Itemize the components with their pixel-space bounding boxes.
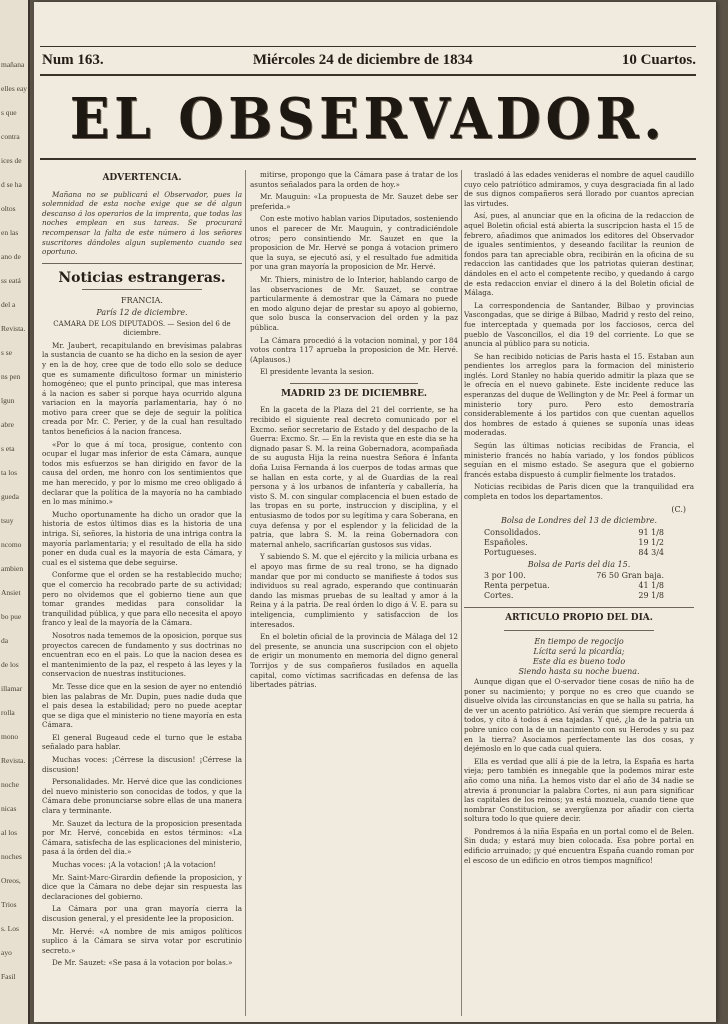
edge-fragment: s que: [1, 108, 17, 117]
edge-fragment: d se ha: [1, 180, 22, 189]
edge-fragment: nicas: [1, 804, 17, 813]
paragraph: Mr. Jaubert, recapitulando en brevísimas palabras la sustancia de cuanto se ha dicho en la sesion de ayer y en la de hoy, cree que de todo ello solo se deduce que es sumamente dificultoso formar un ministerio homogéneo; que el punto principal, que mas interesa á la nacion es saber si porque haya ocurrido alguna variacion en la mayoría parlamentaria, hay ó no motivo para creer que se deje de seguir la política creada por Mr. C. Perier, y de la cual han resultado tantos beneficios á la nacion francesa.: [42, 340, 242, 437]
paragraph: Mr. Thiers, ministro de lo Interior, hablando cargo de las observaciones de Mr. Sauzet, se contrae particularmente á demostrar que la Cámara no puede en modo alguno dejar de prestar su apoyo al gobierno, que solo busca la conservacion del orden y la paz pública.: [250, 274, 458, 332]
paragraph: trasladó á las edades venideras el nombre de aquel caudillo cuyo celo patriótico admiramos, y cuya desgraciada fin al lado de sus dignos compañeros será llorado por cuantos aprecian las virtudes.: [464, 170, 694, 208]
edge-fragment: s se: [1, 348, 13, 357]
edge-fragment: rolla: [1, 708, 15, 717]
row-label: Portugueses.: [484, 547, 537, 557]
paragraph: Pondremos á la niña España en un portal como el de Belen. Sin duda; y estará muy bien colocada. Esa pobre portal en edificio arruinado; ¡y qué encuentra España cuando roman por el escoso de un edificio en otros tiempos magnífico!: [464, 826, 694, 865]
paragraph: Aunque digan que el O-servador tiene cosas de niño ha de poner su nacimiento; y porque no es creo que cuando se disuelve olvida las circunstancias en que se halla su patria, ha de ver un acento patriótico. Así verán que siempre recuerda á todos, y cito á todos á esa tajadas. Y qué, ¿la de la patria un pobre unico con la de un nacimiento con su Herodes y su paz en la tierra? Asociamos perfectamente las dos cosas, y dejémoslo en lo que cada cual quiera.: [464, 676, 694, 754]
edge-fragment: Trios: [1, 900, 17, 909]
row-label: Españoles.: [484, 537, 528, 547]
edge-fragment: Oreos,: [1, 876, 21, 885]
edge-fragment: mañana: [1, 60, 25, 69]
paragraph: Nosotros nada tememos de la oposicion, porque sus proyectos carecen de fundamento y sus doctrinas no encuentran eco en el pais. Lo que la nacion desea es el mantenimiento de la paz, el respeto á las leyes y la conservacion de nuestras instituciones.: [42, 630, 242, 679]
edge-fragment: en las: [1, 228, 19, 237]
edge-fragment: da: [1, 636, 9, 645]
edge-fragment: de los: [1, 660, 19, 669]
paragraph: Muchas voces: ¡A la votacion! ¡A la votacion!: [52, 860, 217, 869]
column-1: [42, 170, 242, 1020]
bolsa-london-table: [464, 528, 694, 558]
paragraph: mitirse, propongo que la Cámara pase á tratar de los asuntos señalados para la orden de hoy.»: [250, 170, 458, 189]
column-divider: [461, 170, 462, 1016]
row-label: Renta perpetua.: [484, 581, 550, 591]
paragraph: Y sabiendo S. M. que el ejército y la milicia urbana es el apoyo mas firme de su real trono, se ha dignado mandar que por mi conducto se manifieste á todos sus individuos su real agrado, esperando que continuarán dando las mismas pruebas de su lealtad y amor á la Reina y á la patria. De real órden lo digo á V. E. para su inteligencia, cumplimiento y satisfaccion de los interesados.: [250, 552, 458, 629]
paragraph: La correspondencia de Santander, Bilbao y provincias Vascongadas, que se dirige á Bilbao, Madrid y resto del reino, fue interceptada y quemada por los facciosos, cerca del pueblo de Vasconcillos, el dia 19 del corriente. Lo que se anuncia al público para su noticia.: [464, 300, 694, 349]
edge-fragment: Fasil: [1, 972, 16, 981]
section-heading: Noticias estrangeras.: [58, 269, 226, 286]
paragraph: Mr. Hervé: «A nombre de mis amigos políticos suplico á la Cámara se sirva votar por escrutinio secreto.»: [42, 926, 242, 955]
top-rule: [40, 46, 696, 47]
poem: [464, 637, 694, 677]
paragraph: Mr. Tesse dice que en la sesion de ayer no entendió bien las palabras de Mr. Dupin, pues nadie duda que el pais desea la estabilidad; pero no puede aceptar que se diga que el ministerio no tiene mayoría en esta Cámara.: [42, 681, 242, 730]
row-value: 91 1/8: [638, 527, 664, 537]
dateline: París 12 de diciembre.: [96, 307, 188, 317]
column-divider: [245, 170, 246, 1016]
paragraph: La Cámara procedió á la votacion nominal, y por 184 votos contra 117 aprueba la proposicion de Mr. Hervé. (Aplausos.): [250, 335, 458, 364]
edge-fragment: ano de: [1, 252, 21, 261]
signature: (C.): [671, 504, 686, 514]
paragraph: Mucho oportunamente ha dicho un orador que la historia de estos últimos dias es la historia de una intriga. Sí, señores, la historia de una intriga contra la mayoría parlamentaria; y el resultado de ella ha sido poner en duda cual es la mayoría de esta Cámara, y cual es el sistema que debe seguirse.: [42, 509, 242, 567]
paragraph: Mr. Sauzet da lectura de la proposicion presentada por Mr. Hervé, concebida en estos términos: «La Cámara, satisfecha de las esplicaciones del ministerio, pasa á la órden del dia.»: [42, 818, 242, 857]
title-rule: [40, 158, 696, 160]
madrid-body: [250, 405, 458, 689]
edge-fragment: ss eatá: [1, 276, 21, 285]
edge-fragment: bo pue: [1, 612, 22, 621]
paragraph: Se han recibido noticias de Paris hasta el 15. Estaban aun pendientes los arreglos para la formacion del ministerio inglés. Lord Stanley no había querido admitir la plaza que se le ofrecía en el nuevo gabinete. Este incidente reduce las esperanzas del duque de Wellington y de Mr. Peel á formar un ministerio tory puro. Pero esto demostraría considerablemente á los partidos con que cuentan aquellos dos hombres de estado á quienes se suponía unas ideas moderadas.: [464, 351, 694, 438]
poem-line: Siendo hasta su noche buena.: [518, 666, 640, 676]
paragraph: Mr. Saint-Marc-Girardin defiende la proposicion, y dice que la Cámara no debe dejar sin respuesta las declaraciones del gobierno.: [42, 872, 242, 901]
edge-fragment: abre: [1, 420, 14, 429]
advert-heading: ADVERTENCIA.: [102, 173, 182, 183]
paragraph: Mr. Mauguin: «La propuesta de Mr. Sauzet debe ser preferida.»: [250, 192, 458, 211]
edge-fragment: elles eay: [1, 84, 28, 93]
article-text: [464, 677, 694, 865]
table-row: [464, 571, 694, 581]
row-value: 19 1/2: [638, 537, 664, 547]
masthead-rule: [40, 74, 696, 76]
article-body: [250, 170, 458, 377]
paragraph: Conforme que el orden se ha restablecido mucho; que el comercio ha recobrado parte de su actividad; pero no olvidemos que el gobierno tiene aun que tomar grandes medidas para consolidar la tranquilidad pública, y que para ello necesita el apoyo franco y leal de la mayoría de la Cámara.: [42, 570, 242, 628]
newspaper-title: EL OBSERVADOR.: [69, 86, 667, 152]
edge-fragment: ns pen: [1, 372, 21, 381]
edge-fragment: Ansiet: [1, 588, 21, 597]
edge-fragment: noche: [1, 780, 19, 789]
edge-fragment: mono: [1, 732, 19, 741]
edge-fragment: ta los: [1, 468, 18, 477]
newspaper-page: [34, 2, 716, 1022]
separator: [464, 607, 694, 608]
row-label: Consolidados.: [484, 527, 541, 537]
row-value: 84 3/4: [638, 547, 664, 557]
row-value: 41 1/8: [638, 581, 664, 591]
column-2: [250, 170, 458, 1020]
paragraph: El general Bugeaud cede el turno que le estaba señalado para hablar.: [42, 732, 242, 752]
edge-fragment: gueda: [1, 492, 19, 501]
separator: [504, 630, 654, 631]
paragraph: En el boletin oficial de la provincia de Málaga del 12 del presente, se anuncia una suscripcion con el objeto de erigir un monumento en memoria del digno general Torrijos y de sus compañeros fusilados en aquella capital, como víctimas sacrificadas en defensa de las libertades pátrias.: [250, 632, 458, 690]
bolsa-paris-heading: Bolsa de Paris del dia 15.: [527, 559, 631, 569]
edge-fragment: s eta: [1, 444, 15, 453]
row-label: 3 por 100.: [484, 571, 526, 581]
edge-fragment: ayo: [1, 948, 12, 957]
table-row: [464, 528, 694, 538]
poem-line: En tiempo de regocijo: [534, 636, 624, 646]
paragraph: Muchas voces: ¡Cérrese la discusion! ¡Cérrese la discusion!: [42, 755, 242, 774]
advert-text: Mañana no se publicará el Observador, pues la solemnidad de esta noche exige que se dé algun descanso á los operarios de la imprenta, que todas las noches emplean en sus tareas. Se procurará recompensar la falta de este número á los señores suscritores dándoles algun suplemento cuando sea oportuno.: [42, 189, 242, 257]
separator: [42, 263, 242, 264]
table-row: [464, 591, 694, 601]
edge-fragment: lgun: [1, 396, 15, 405]
article-body: [464, 170, 694, 502]
paragraph: El presidente levanta la sesion.: [260, 367, 375, 377]
adjacent-page-edge: [0, 0, 30, 1024]
edge-fragment: Revista.: [1, 756, 26, 765]
issue-price: 10 Cuartos.: [621, 52, 696, 68]
masthead-info: [42, 52, 696, 69]
paragraph: De Mr. Sauzet: «Se pasa á la votacion por bolas.»: [52, 958, 233, 968]
edge-fragment: ambien: [1, 564, 24, 573]
bolsa-paris-table: [464, 571, 694, 601]
article-body: [42, 341, 242, 968]
bolsa-london-heading: Bolsa de Londres del 13 de diciembre.: [500, 516, 658, 526]
edge-fragment: ices de: [1, 156, 22, 165]
poem-line: Este dia es bueno todo: [532, 656, 626, 666]
row-value: 76 50 Gran baja.: [596, 571, 664, 581]
paragraph: Así, pues, al anunciar que en la oficina de la redaccion de aquel Boletin oficial está abierta la suscripcion hasta el 15 de febrero, añadimos que animados los editores del Observador de iguales sentimientos, y deseando facilitar la reunion de fondos para tan apreciable obra, recibirán en la oficina de su redaccion las cantidades que los patriotas quieran destinar, dándoles en el acto el competente recibo, y quedando á cargo de esta redaccion enviar el dinero á la del Boletin oficial de Málaga.: [464, 211, 694, 298]
edge-fragment: al los: [1, 828, 18, 837]
edge-fragment: illamar: [1, 684, 23, 693]
table-row: [464, 548, 694, 558]
poem-line: Lícita será la picardía;: [533, 646, 625, 656]
paragraph: Según las últimas noticias recibidas de Francia, el ministerio francés no había variado, y los fondos públicos seguían en el mismo estado. Se asegura que el gobierno francés estaba dispuesto á cumplir fielmente los tratados.: [464, 441, 694, 479]
edge-fragment: tsuy: [1, 516, 14, 525]
separator: [290, 383, 418, 384]
paragraph: Con este motivo hablan varios Diputados, sosteniendo unos el parecer de Mr. Mauguin, y contradiciéndole otros; pero consintiendo Mr. Sauzet en que la proposicion de Mr. Hervé se ponga á votacion primero que la suya, se ejecutó así, y el resultado fue admitida por una gran mayoría la proposicion de Mr. Hervé.: [250, 214, 458, 272]
edge-fragment: ncomo: [1, 540, 22, 549]
paragraph: En la gaceta de la Plaza del 21 del corriente, se ha recibido el siguiente real decreto comunicado por el Excmo. señor secretario de Estado y del despacho de la Guerra: Excmo. Sr. — En la revista que en este dia se ha dignado pasar S. M. la reina Gobernadora, acompañada de su augusta Hija la reina nuestra Señora é Infanta doña Luisa Fernanda á los cuerpos de todas armas que se hallan en esta corte, y al de Guardias de la real persona y á los urbanos de infantería y caballería, ha visto S. M. con singular complacencia el buen estado de las tropas en su porte, instruccion y disciplina, y el entusiasmo de todos por su legítima y cara Soberana, en cuya defensa y por el esplendor y la felicidad de la patria, que labra S. M. la reina Gobernadora con maternal anhelo, sacrificarían gustosos sus vidas.: [250, 405, 458, 549]
paragraph: Personalidades. Mr. Hervé dice que las condiciones del nuevo ministerio son conocidas de todos, y que la Cámara debe pronunciarse sobre ellas de una manera clara y terminante.: [42, 777, 242, 816]
edge-fragment: noches: [1, 852, 22, 861]
paragraph: «Por lo que á mí toca, prosigue, contento con ocupar el lugar mas inferior de esta Cámara, aunque todos mis esfuerzos se han dirigido en favor de la causa del orden, me honro con los sentimientos que me han merecido, y por lo mismo me creo obligado á declarar que la política de la mayoría no ha cambiado en lo mas mínimo.»: [42, 439, 242, 507]
edge-fragment: Revista.: [1, 324, 26, 333]
table-row: [464, 538, 694, 548]
session-heading: CAMARA DE LOS DIPUTADOS. — Sesion del 6 de diciembre.: [53, 319, 231, 338]
paragraph: Noticias recibidas de Paris dicen que la tranquilidad era completa en todos los departamentos.: [464, 482, 694, 501]
issue-date: Miércoles 24 de diciembre de 1834: [252, 52, 473, 68]
table-row: [464, 581, 694, 591]
paragraph: La Cámara por una gran mayoría cierra la discusion general, y el presidente lee la proposicion.: [42, 904, 242, 923]
row-label: Cortes.: [484, 591, 514, 601]
edge-fragment: oltos: [1, 204, 16, 213]
paragraph: Ella es verdad que allí á pie de la letra, la España es harta vieja; pero también es innegable que la podemos mirar este año como una niña. La hemos visto dar el año de 34 nadie se atrevia á pronunciar la palabra Cortes, ni aun para significar las capitales de los reinos; ya está mozuela, cuando tiene que nombrar Constitucion, se avergüenza por añadir con cierta soltura todo lo que quiere decir.: [464, 756, 694, 824]
edge-fragment: del a: [1, 300, 16, 309]
column-3: [464, 170, 694, 1020]
issue-number: Num 163.: [42, 52, 104, 68]
row-value: 29 1/8: [638, 591, 664, 601]
edge-fragment: s. Los: [1, 924, 19, 933]
separator: [82, 289, 202, 290]
edge-fragment: contra: [1, 132, 20, 141]
article-heading: ARTICULO PROPIO DEL DIA.: [505, 613, 653, 624]
country-heading: FRANCIA.: [121, 296, 163, 306]
madrid-heading: MADRID 23 DE DICIEMBRE.: [280, 388, 428, 399]
